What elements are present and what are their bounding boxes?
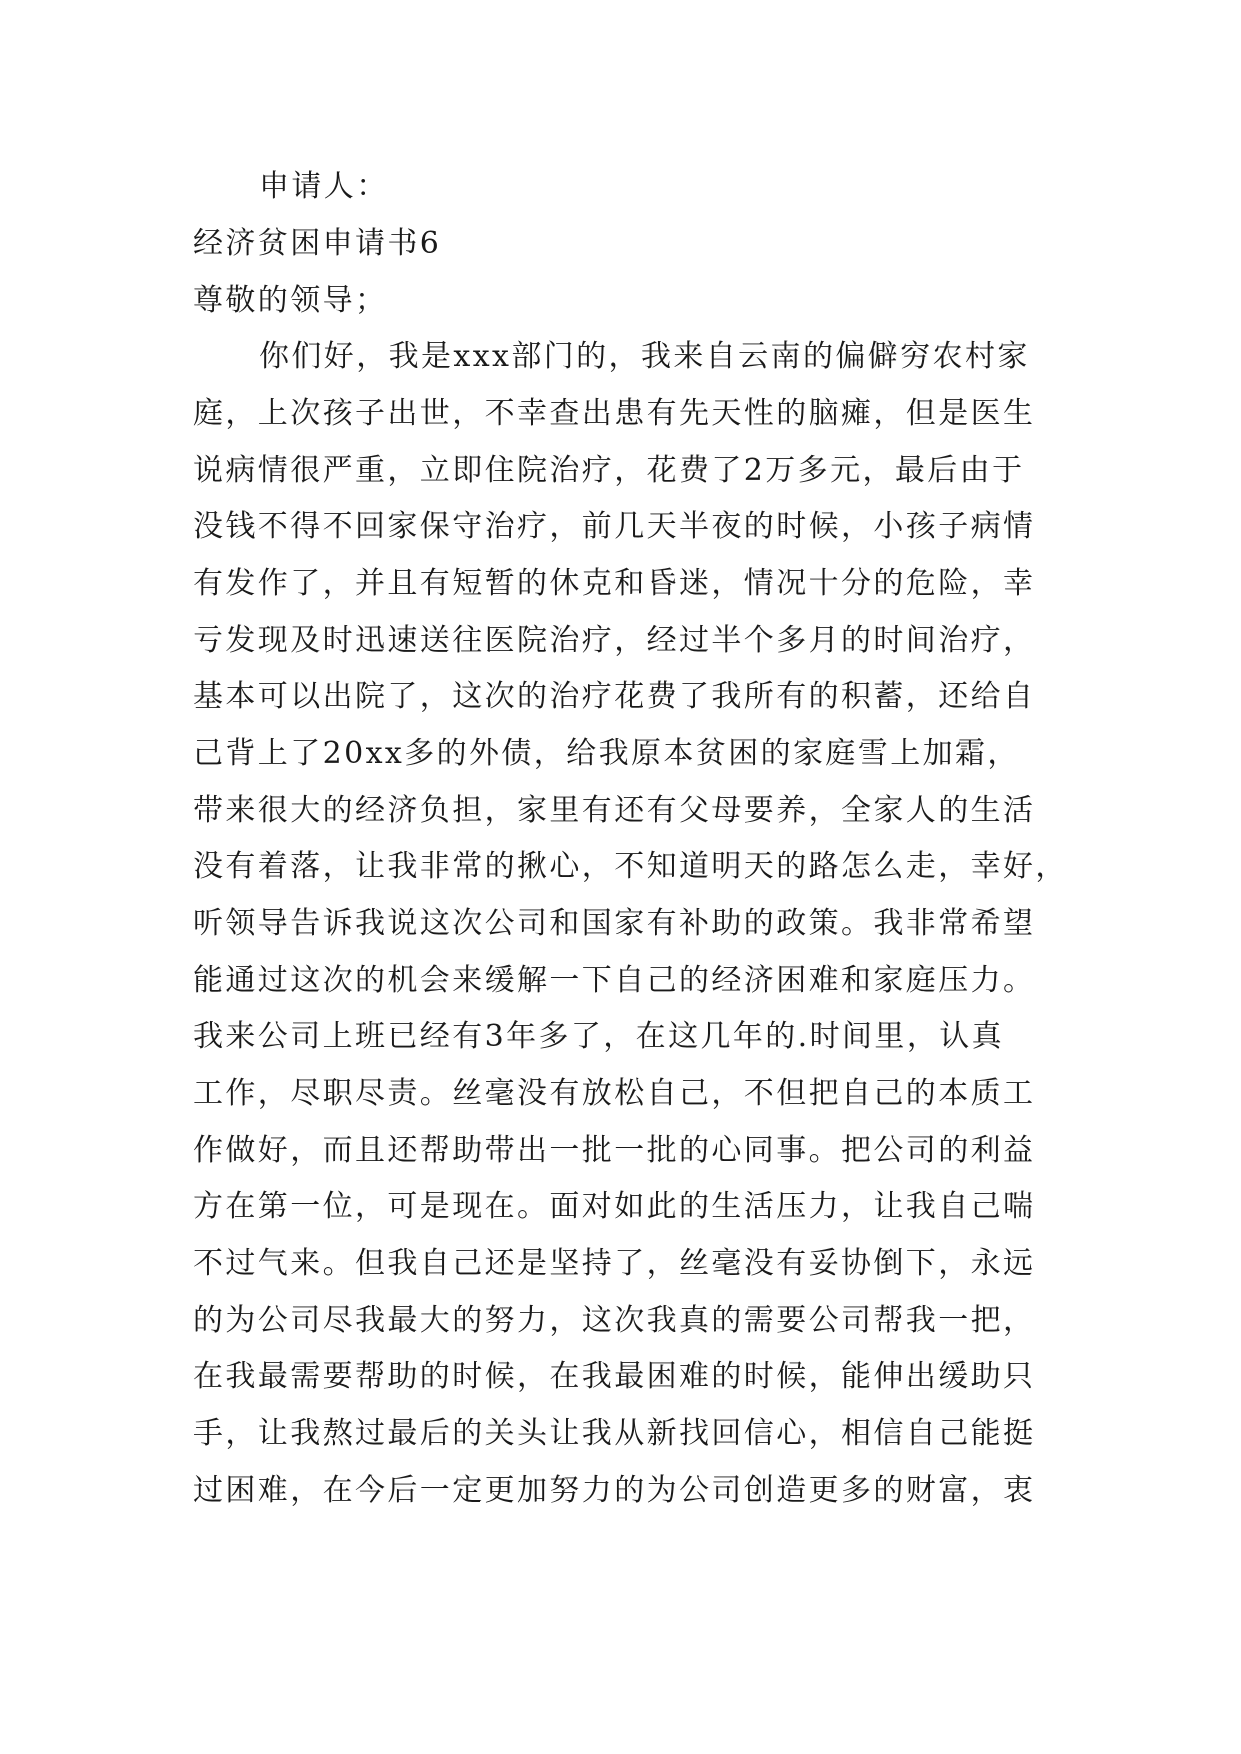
body-line: 庭，上次孩子出世，不幸查出患有先天性的脑瘫，但是医生 [193,396,1036,431]
body-line: 亏发现及时迅速送往医院治疗，经过半个多月的时间治疗， [193,623,1036,658]
body-line: 手，让我熬过最后的关头让我从新找回信心，相信自己能挺 [193,1416,1036,1451]
body-line: 我来公司上班已经有3年多了，在这几年的.时间里，认真 [193,1019,1005,1054]
body-line: 作做好，而且还帮助带出一批一批的心同事。把公司的利益 [193,1133,1036,1168]
body-line: 说病情很严重，立即住院治疗，花费了2万多元，最后由于 [193,453,1025,488]
body-line: 有发作了，并且有短暂的休克和昏迷，情况十分的危险，幸 [193,566,1036,601]
body-line: 能通过这次的机会来缓解一下自己的经济困难和家庭压力。 [193,963,1036,998]
body-line: 的为公司尽我最大的努力，这次我真的需要公司帮我一把， [193,1303,1036,1338]
salutation: 尊敬的领导； [193,283,388,318]
body-line: 己背上了20xx多的外债，给我原本贫困的家庭雪上加霜， [193,736,1020,771]
body-line: 不过气来。但我自己还是坚持了，丝毫没有妥协倒下，永远 [193,1246,1036,1281]
body-line: 没有着落，让我非常的揪心，不知道明天的路怎么走，幸好， [193,849,1068,884]
section-title: 经济贫困申请书6 [193,226,442,261]
body-line: 过困难，在今后一定更加努力的为公司创造更多的财富，衷 [193,1473,1036,1508]
applicant-label: 申请人： [259,169,389,204]
body-line: 听领导告诉我说这次公司和国家有补助的政策。我非常希望 [193,906,1036,941]
body-line: 带来很大的经济负担，家里有还有父母要养，全家人的生活 [193,793,1036,828]
body-line: 没钱不得不回家保守治疗，前几天半夜的时候，小孩子病情 [193,509,1036,544]
body-line: 你们好，我是xxx部门的，我来自云南的偏僻穷农村家 [259,339,1030,374]
body-line: 基本可以出院了，这次的治疗花费了我所有的积蓄，还给自 [193,679,1036,714]
body-line: 方在第一位，可是现在。面对如此的生活压力，让我自己喘 [193,1189,1036,1224]
body-line: 在我最需要帮助的时候，在我最困难的时候，能伸出缓助只 [193,1359,1036,1394]
body-line: 工作，尽职尽责。丝毫没有放松自己，不但把自己的本质工 [193,1076,1036,1111]
